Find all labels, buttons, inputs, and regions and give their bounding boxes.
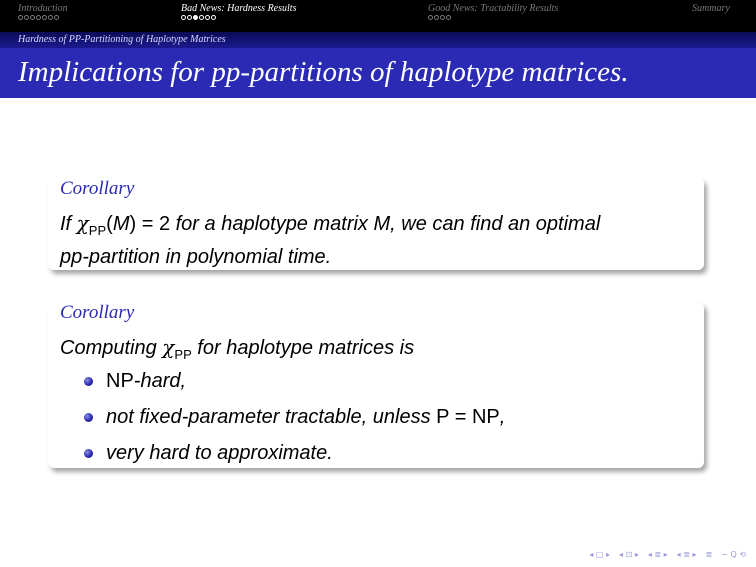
text-fragment: Computing xyxy=(60,337,163,359)
search-back-icon[interactable]: ∽ Q ⟲ xyxy=(721,550,746,559)
navigation-bar xyxy=(0,0,756,32)
nav-dot[interactable] xyxy=(440,15,445,20)
nav-dot[interactable] xyxy=(187,15,192,20)
subsection-title: Hardness of PP-Partitioning of Haplotype Matrices xyxy=(18,34,226,45)
nav-dot[interactable] xyxy=(24,15,29,20)
bullet-icon xyxy=(84,413,93,422)
math-variable: M xyxy=(112,213,130,235)
frame-nav-icon[interactable]: ◂ □ ▸ xyxy=(589,550,611,559)
nav-dot[interactable] xyxy=(181,15,186,20)
corollary-title: Corollary xyxy=(60,302,135,323)
subsection-bar xyxy=(0,32,756,48)
nav-dot[interactable] xyxy=(434,15,439,20)
nav-dots-hardness-results[interactable] xyxy=(181,15,216,20)
text-fragment: for a haplotype matrix M, we can find an optimal xyxy=(170,213,601,235)
frame-title: Implications for pp-partitions of haplotype matrices. xyxy=(18,56,629,88)
text-fragment: P = NP xyxy=(436,406,500,428)
corollary-line-1 xyxy=(60,210,696,244)
nav-dot[interactable] xyxy=(205,15,210,20)
bullet-icon xyxy=(84,377,93,386)
document-nav-icon[interactable]: ◂ ≣ ▸ xyxy=(676,550,697,559)
text-fragment: NP xyxy=(106,370,134,392)
nav-dot[interactable] xyxy=(446,15,451,20)
math-paren: ( xyxy=(106,213,113,235)
text-fragment: not fixed-parameter tractable, unless xyxy=(106,406,437,428)
list-item xyxy=(84,404,505,440)
nav-dot[interactable] xyxy=(211,15,216,20)
nav-section-tractability-results[interactable]: Good News: Tractability Results xyxy=(428,3,559,14)
subsection-nav-icon[interactable]: ◂ ⊡ ▸ xyxy=(619,550,639,559)
nav-dot-current[interactable] xyxy=(193,15,198,20)
item-list xyxy=(84,368,505,476)
corollary-body xyxy=(60,334,696,464)
nav-section-summary[interactable]: Summary xyxy=(692,3,730,14)
math-number: 2 xyxy=(158,213,171,235)
chi-symbol: χ xyxy=(76,211,89,235)
text-fragment: -hard, xyxy=(133,370,187,392)
corollary-title: Corollary xyxy=(60,178,135,199)
text-fragment: for haplotype matrices is xyxy=(191,337,415,359)
nav-dot[interactable] xyxy=(36,15,41,20)
corollary-block-2 xyxy=(48,302,704,468)
appendix-nav-icon[interactable]: ≣ xyxy=(705,550,713,559)
nav-dot[interactable] xyxy=(42,15,47,20)
frame-title-bar xyxy=(0,48,756,98)
nav-dot[interactable] xyxy=(30,15,35,20)
footer-navigation xyxy=(589,550,746,559)
list-item xyxy=(84,440,505,476)
corollary-block-1 xyxy=(48,178,704,270)
text-fragment: If xyxy=(60,213,77,235)
text-fragment: very hard to approximate. xyxy=(106,442,333,464)
corollary-line-2: pp-partition in polynomial time. xyxy=(60,246,332,268)
chi-subscript: PP xyxy=(174,347,192,362)
list-item xyxy=(84,368,505,404)
nav-section-introduction[interactable]: Introduction xyxy=(18,3,68,14)
bullet-icon xyxy=(84,449,93,458)
nav-section-hardness-results[interactable]: Bad News: Hardness Results xyxy=(181,3,297,14)
chi-symbol: χ xyxy=(162,335,175,359)
nav-dot[interactable] xyxy=(199,15,204,20)
nav-dots-tractability-results[interactable] xyxy=(428,15,451,20)
nav-dots-introduction[interactable] xyxy=(18,15,59,20)
section-nav-icon[interactable]: ◂ ≣ ▸ xyxy=(647,550,668,559)
corollary-intro xyxy=(60,334,696,368)
chi-subscript: PP xyxy=(88,223,107,238)
nav-dot[interactable] xyxy=(54,15,59,20)
corollary-body xyxy=(60,210,696,270)
nav-dot[interactable] xyxy=(18,15,23,20)
math-equals: ) = xyxy=(129,213,159,235)
text-fragment: , xyxy=(499,406,506,428)
nav-dot[interactable] xyxy=(48,15,53,20)
nav-dot[interactable] xyxy=(428,15,433,20)
